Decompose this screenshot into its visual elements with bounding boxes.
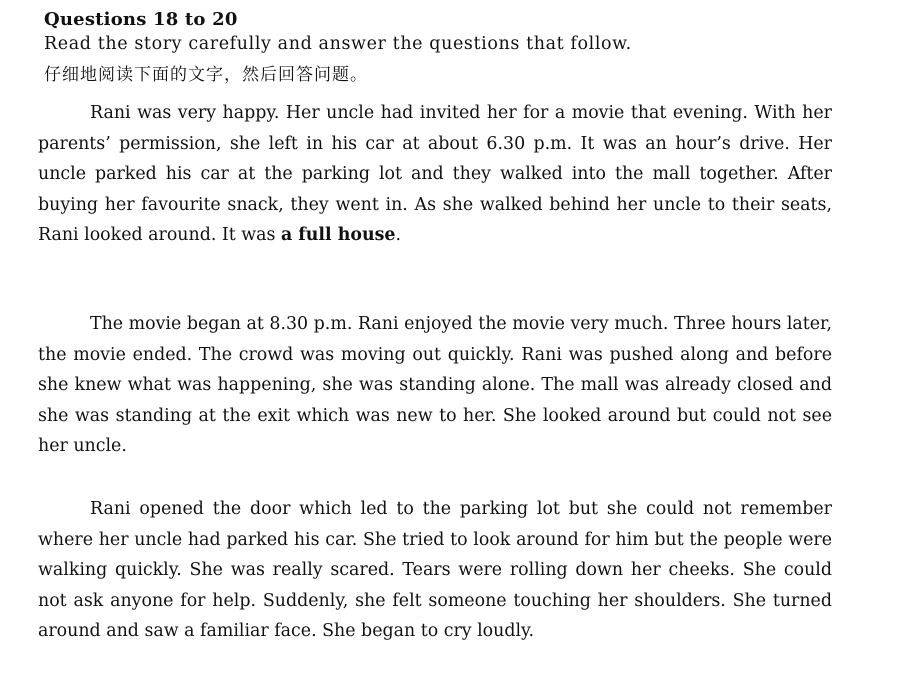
instruction-chinese: 仔细地阅读下面的文字，然后回答问题。 <box>44 65 368 85</box>
instruction-english: Read the story carefully and answer the questions that follow. <box>44 34 632 54</box>
story-paragraph-3: Rani opened the door which led to the parking lot but she could not remember where her uncle had parked his car. She tried to look around for him but the people were walking quickly. She was really scared. Tears were rolling down her cheeks. She could not ask anyone for help. Suddenly, she felt someone touching her shoulders. She turned around and saw a familiar face. She began to cry loudly. <box>38 499 832 641</box>
p1-bold-phrase: a full house <box>280 225 396 245</box>
p1-text: Rani was very happy. Her uncle had invited her for a movie that evening. With her parents’ permission, she left in his car at about 6.30 p.m. It was an hour’s drive. Her uncle parked his car at the parking lot and they walked into the mall together. After buying her favourite snack, they went in. As she walked behind her uncle to their seats, Rani looked around. It was <box>38 103 832 245</box>
questions-heading: Questions 18 to 20 <box>44 9 238 30</box>
p1-end: . <box>395 225 401 245</box>
story-paragraph-1 <box>38 98 832 251</box>
story-paragraph-2: The movie began at 8.30 p.m. Rani enjoyed the movie very much. Three hours later, the movie ended. The crowd was moving out quickly. Rani was pushed along and before she knew what was happening, she was standing alone. The mall was already closed and she was standing at the exit which was new to her. She looked around but could not see her uncle. <box>38 314 832 456</box>
